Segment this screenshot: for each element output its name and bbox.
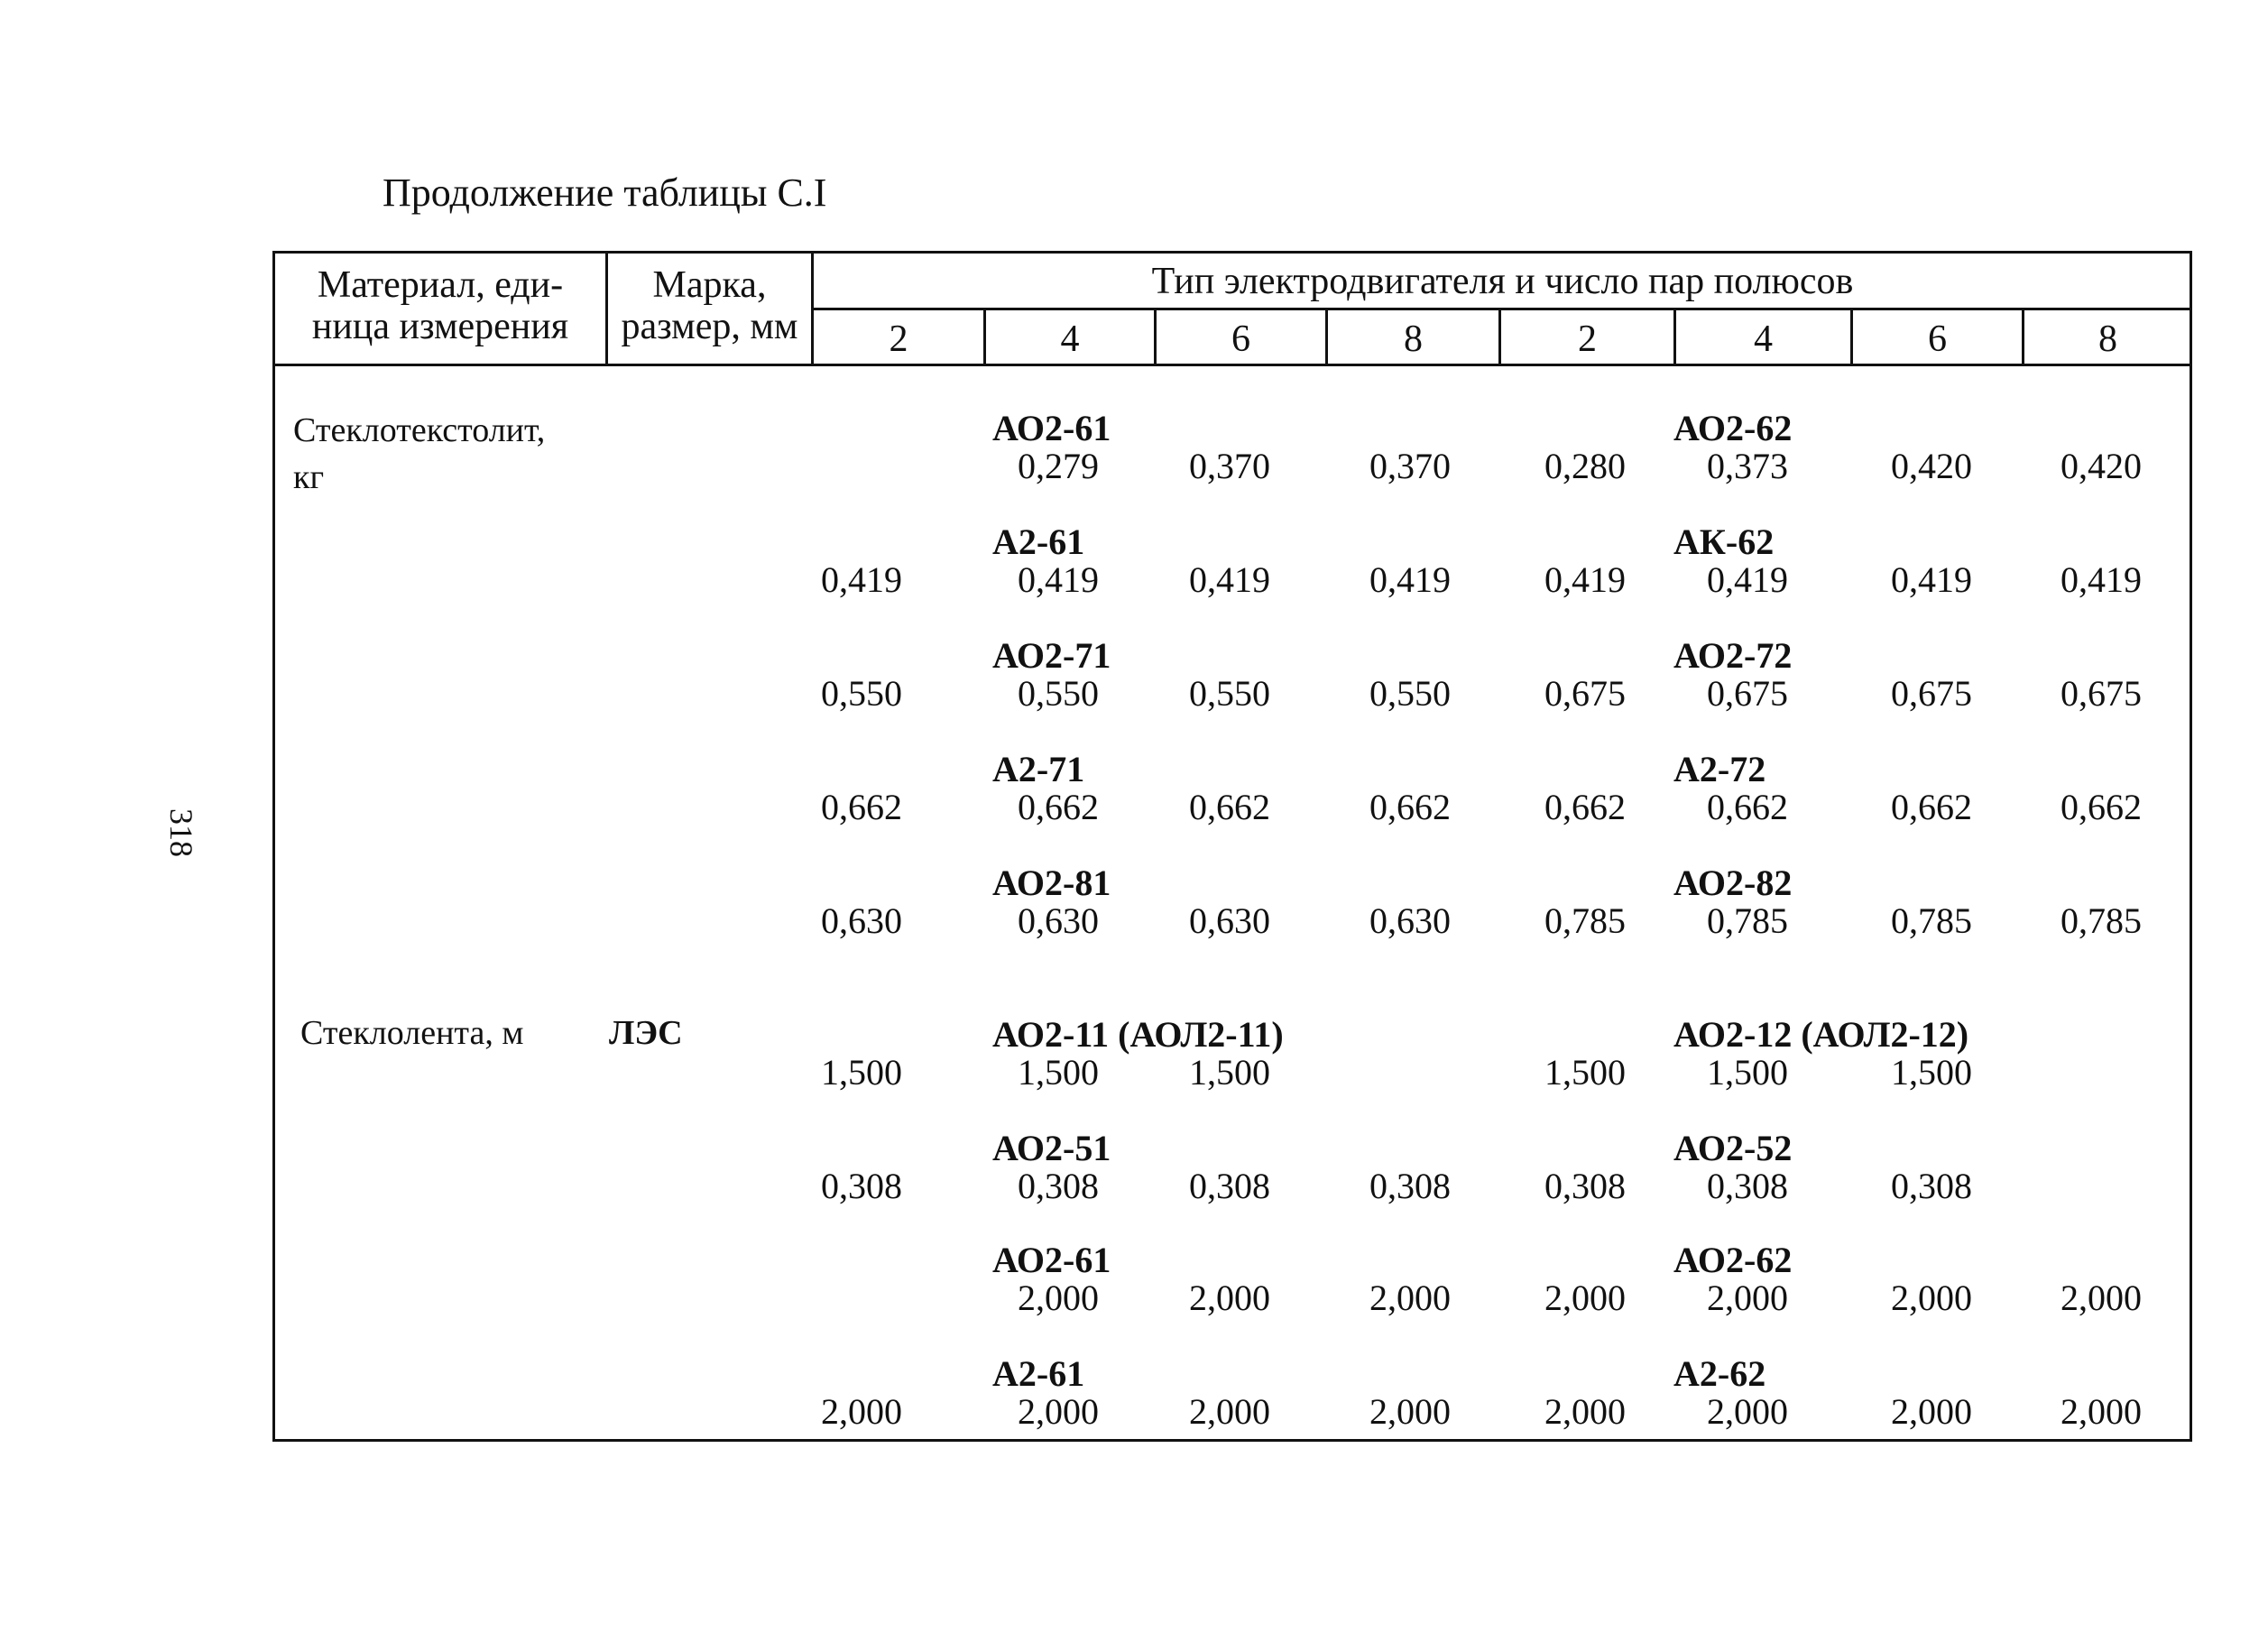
table-caption: Продолжение таблицы С.I: [383, 171, 827, 215]
value-cell: 0,420: [1891, 446, 1972, 486]
value-cell: 0,308: [821, 1166, 902, 1206]
value-cell: 0,550: [1189, 673, 1270, 714]
value-cell: 2,000: [1544, 1391, 1626, 1432]
material-label-line1: Стеклолента, м: [300, 1014, 524, 1052]
value-cell: 0,630: [1369, 900, 1451, 941]
value-cell: 2,000: [1369, 1278, 1451, 1318]
value-cell: 1,500: [1018, 1052, 1099, 1093]
motor-type-right: АК-62: [1673, 521, 1775, 562]
motor-type-right: АО2-72: [1673, 635, 1793, 676]
value-cell: 0,630: [1189, 900, 1270, 941]
motor-type-right: АО2-52: [1673, 1128, 1793, 1168]
value-cell: 0,550: [1018, 673, 1099, 714]
value-cell: 0,662: [1707, 787, 1788, 827]
value-cell: 2,000: [1018, 1278, 1099, 1318]
value-cell: 0,662: [1369, 787, 1451, 827]
header-mark-line1: Марка,: [652, 264, 767, 306]
value-cell: 1,500: [821, 1052, 902, 1093]
motor-type-left: А2-61: [992, 1353, 1085, 1394]
value-cell: 2,000: [1891, 1278, 1972, 1318]
motor-type-left: АО2-51: [992, 1128, 1111, 1168]
value-cell: 0,675: [1707, 673, 1788, 714]
motor-type-right: АО2-62: [1673, 408, 1793, 448]
header-pole: 6: [1231, 318, 1250, 360]
value-cell: 0,662: [1018, 787, 1099, 827]
value-cell: 0,785: [1707, 900, 1788, 941]
value-cell: 2,000: [2061, 1278, 2142, 1318]
value-cell: 0,662: [1189, 787, 1270, 827]
motor-type-right: А2-72: [1673, 749, 1766, 789]
value-cell: 2,000: [1189, 1278, 1270, 1318]
value-cell: 0,419: [1369, 559, 1451, 600]
header-pole: 4: [1060, 318, 1080, 360]
value-cell: 0,308: [1707, 1166, 1788, 1206]
header-pole: 8: [1404, 318, 1423, 360]
value-cell: 0,662: [1891, 787, 1972, 827]
motor-type-right: А2-62: [1673, 1353, 1766, 1394]
divider: [811, 308, 2191, 310]
value-cell: 0,308: [1891, 1166, 1972, 1206]
value-cell: 0,550: [821, 673, 902, 714]
value-cell: 2,000: [1544, 1278, 1626, 1318]
motor-type-left: А2-61: [992, 521, 1085, 562]
value-cell: 0,420: [2061, 446, 2142, 486]
value-cell: 0,785: [2061, 900, 2142, 941]
motor-type-right: АО2-62: [1673, 1240, 1793, 1280]
material-label-line1: Стеклотекстолит,: [293, 411, 546, 449]
material-label-line2: кг: [293, 458, 325, 496]
value-cell: 0,662: [821, 787, 902, 827]
value-cell: 0,630: [821, 900, 902, 941]
header-pole: 6: [1928, 318, 1947, 360]
material-label: [300, 1010, 523, 1056]
header-mark: [608, 264, 811, 347]
value-cell: 0,308: [1018, 1166, 1099, 1206]
header-mark-line2: размер, мм: [621, 306, 798, 347]
value-cell: 0,419: [1544, 559, 1626, 600]
value-cell: 1,500: [1707, 1052, 1788, 1093]
divider: [275, 364, 2191, 366]
value-cell: 0,308: [1369, 1166, 1451, 1206]
header-material-line2: ница измерения: [311, 306, 569, 347]
value-cell: 0,662: [1544, 787, 1626, 827]
value-cell: 0,675: [2061, 673, 2142, 714]
data-table: [272, 251, 2192, 1442]
header-pole: 2: [889, 318, 908, 360]
value-cell: 2,000: [1369, 1391, 1451, 1432]
value-cell: 1,500: [1189, 1052, 1270, 1093]
value-cell: 0,419: [1018, 559, 1099, 600]
motor-type-right: АО2-82: [1673, 863, 1793, 903]
value-cell: 0,785: [1544, 900, 1626, 941]
value-cell: 0,419: [2061, 559, 2142, 600]
value-cell: 0,419: [1189, 559, 1270, 600]
value-cell: 0,662: [2061, 787, 2142, 827]
value-cell: 0,419: [1707, 559, 1788, 600]
header-motor-group: Тип электродвигателя и число пар полюсов: [1151, 261, 1854, 302]
motor-type-left: АО2-71: [992, 635, 1111, 676]
value-cell: 2,000: [821, 1391, 902, 1432]
value-cell: 0,675: [1544, 673, 1626, 714]
value-cell: 0,550: [1369, 673, 1451, 714]
motor-type-left: АО2-61: [992, 1240, 1111, 1280]
value-cell: 0,370: [1189, 446, 1270, 486]
value-cell: 1,500: [1891, 1052, 1972, 1093]
value-cell: 2,000: [1891, 1391, 1972, 1432]
value-cell: 0,419: [1891, 559, 1972, 600]
value-cell: 1,500: [1544, 1052, 1626, 1093]
motor-type-left: АО2-11 (АОЛ2-11): [992, 1014, 1284, 1055]
material-label: [293, 407, 545, 501]
value-cell: 0,785: [1891, 900, 1972, 941]
header-material-line1: Материал, еди-: [317, 264, 564, 306]
value-cell: 2,000: [1707, 1391, 1788, 1432]
header-pole: 2: [1578, 318, 1597, 360]
motor-type-left: АО2-81: [992, 863, 1111, 903]
motor-type-right: АО2-12 (АОЛ2-12): [1673, 1014, 1969, 1055]
value-cell: 0,308: [1189, 1166, 1270, 1206]
value-cell: 0,675: [1891, 673, 1972, 714]
value-cell: 0,308: [1544, 1166, 1626, 1206]
page-number: 318: [163, 808, 199, 857]
value-cell: 0,630: [1018, 900, 1099, 941]
mark-label: ЛЭС: [609, 1014, 683, 1052]
header-pole: 4: [1754, 318, 1773, 360]
header-pole: 8: [2098, 318, 2117, 360]
value-cell: 0,370: [1369, 446, 1451, 486]
value-cell: 2,000: [1707, 1278, 1788, 1318]
value-cell: 0,280: [1544, 446, 1626, 486]
motor-type-left: А2-71: [992, 749, 1085, 789]
value-cell: 2,000: [1189, 1391, 1270, 1432]
header-material: [275, 264, 605, 347]
value-cell: 0,373: [1707, 446, 1788, 486]
value-cell: 2,000: [1018, 1391, 1099, 1432]
motor-type-left: АО2-61: [992, 408, 1111, 448]
value-cell: 0,419: [821, 559, 902, 600]
value-cell: 0,279: [1018, 446, 1099, 486]
value-cell: 2,000: [2061, 1391, 2142, 1432]
